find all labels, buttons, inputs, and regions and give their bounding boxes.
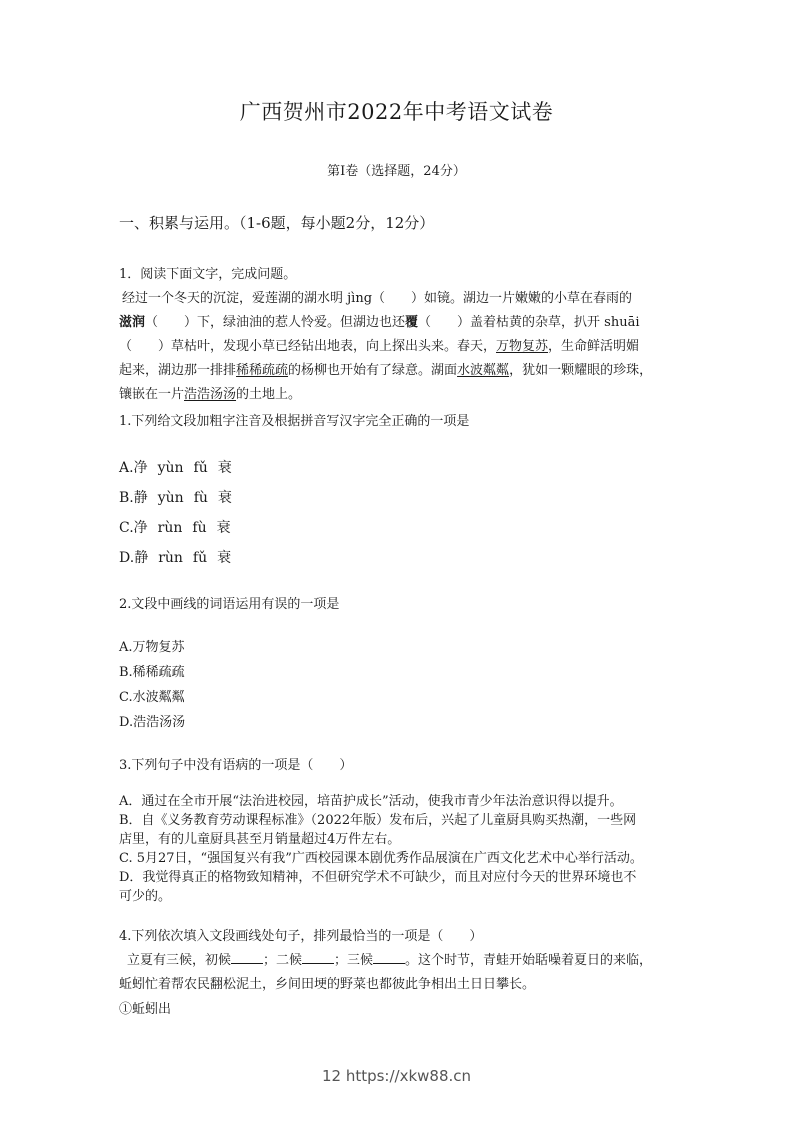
option-pinyin: fù bbox=[192, 520, 207, 536]
option-pinyin: fǔ bbox=[192, 550, 208, 566]
passage-text: ，犹如一颗耀眼的珍珠， bbox=[509, 363, 653, 378]
q4-passage-line-2: 蚯蚓忙着帮农民翻松泥土，乡间田埂的野菜也都彼此争相出土日日攀长。 bbox=[119, 977, 536, 992]
passage-text: 起来，湖边那一排排 bbox=[119, 363, 237, 378]
part-label: 第I卷（选择题，24分） bbox=[327, 164, 466, 179]
q3-option-b-cont: 店里，有的儿童厨具甚至月销量超过4万件左右。 bbox=[119, 832, 401, 847]
option-char: 衰 bbox=[217, 550, 232, 566]
passage-text: 的杨柳也开始有了绿意。湖面 bbox=[288, 363, 458, 378]
q4-passage-line-1 bbox=[127, 949, 652, 968]
option-pinyin: fǔ bbox=[193, 460, 208, 476]
passage-text: 立夏有三候，初候 bbox=[127, 953, 232, 968]
q2-option-b[interactable]: B.稀稀疏疏 bbox=[119, 665, 185, 680]
option-letter: A. bbox=[119, 460, 134, 476]
passage-line-5 bbox=[119, 383, 301, 402]
q3-option-d-cont: 可少的。 bbox=[119, 889, 172, 904]
passage-line-1: 经过一个冬天的沉淀，爱莲湖的湖水明 jìng（ ）如镜。湖边一片嫩嫩的小草在春雨的 bbox=[122, 291, 633, 306]
q3-option-b[interactable]: B．自《义务教育劳动课程标准》（2022年版）发布后，兴起了儿童厨具购买热潮，一些网 bbox=[119, 813, 637, 828]
bold-word: 滋润 bbox=[119, 315, 146, 330]
passage-text: ；二候 bbox=[263, 953, 303, 968]
passage-text: （ ）下，绿油油的惹人怜爱。但湖边也还 bbox=[145, 315, 406, 330]
underlined-phrase: 万物复苏 bbox=[496, 339, 549, 354]
option-pinyin: yùn bbox=[157, 490, 184, 506]
option-char: 净 bbox=[133, 460, 148, 476]
fill-blank-3 bbox=[373, 951, 405, 964]
q1-option-a[interactable] bbox=[119, 457, 232, 477]
question-3-stem: 3.下列句子中没有语病的一项是（ ） bbox=[119, 758, 353, 773]
q2-option-c[interactable]: C.水波粼粼 bbox=[119, 690, 185, 705]
question-1-intro: 1．阅读下面文字，完成问题。 bbox=[119, 267, 297, 282]
option-char: 静 bbox=[133, 490, 148, 506]
q2-option-d[interactable]: D.浩浩汤汤 bbox=[119, 715, 186, 730]
q1-option-c[interactable] bbox=[119, 517, 231, 537]
option-char: 净 bbox=[133, 520, 148, 536]
option-letter: C. bbox=[119, 520, 134, 536]
passage-text: ；三候 bbox=[334, 953, 374, 968]
q3-option-a[interactable]: A．通过在全市开展“法治进校园，培苗护成长”活动，使我市青少年法治意识得以提升。 bbox=[119, 794, 623, 809]
page-title: 广西贺州市2022年中考语文试卷 bbox=[239, 100, 554, 124]
option-char: 静 bbox=[134, 550, 149, 566]
option-char: 衰 bbox=[217, 490, 232, 506]
q3-option-c[interactable]: C. 5月27日，“强国复兴有我”广西校园课本剧优秀作品展演在广西文化艺术中心举行活动。 bbox=[119, 851, 643, 866]
passage-text: （ ）草枯叶，发现小草已经钻出地表，向上探出头来。春天， bbox=[119, 339, 497, 354]
question-1-stem: 1.下列给文段加粗字注音及根据拼音写汉字完全正确的一项是 bbox=[119, 414, 470, 429]
q3-option-d[interactable]: D．我觉得真正的格物致知精神，不但研究学术不可缺少，而且对应付今天的世界环境也不 bbox=[119, 870, 637, 885]
option-pinyin: yùn bbox=[157, 460, 184, 476]
option-char: 衰 bbox=[216, 520, 231, 536]
passage-line-2 bbox=[119, 311, 640, 330]
option-pinyin: rùn bbox=[158, 550, 183, 566]
option-pinyin: rùn bbox=[157, 520, 183, 536]
q1-option-d[interactable] bbox=[119, 547, 231, 567]
section-heading: 一、积累与运用。（1-6题，每小题2分，12分） bbox=[119, 214, 435, 232]
passage-text: （ ）盖着枯黄的杂草，扒开 shuāi bbox=[418, 315, 640, 330]
fill-blank-1 bbox=[231, 951, 263, 964]
option-letter: B. bbox=[119, 490, 134, 506]
option-char: 衰 bbox=[217, 460, 232, 476]
passage-text: ，生命鲜活明媚 bbox=[548, 339, 640, 354]
passage-text: 镶嵌在一片 bbox=[119, 387, 185, 402]
q1-option-b[interactable] bbox=[119, 487, 232, 507]
question-2-stem: 2.文段中画线的词语运用有误的一项是 bbox=[119, 597, 340, 612]
q4-item-1: ①蚯蚓出 bbox=[119, 1002, 172, 1017]
option-pinyin: fù bbox=[193, 490, 208, 506]
fill-blank-2 bbox=[302, 951, 334, 964]
underlined-phrase: 稀稀疏疏 bbox=[236, 363, 289, 378]
passage-line-3 bbox=[119, 335, 639, 354]
option-letter: D. bbox=[119, 550, 135, 566]
passage-text: 。这个时节，青蛙开始聒噪着夏日的来临， bbox=[405, 953, 653, 968]
passage-line-4 bbox=[119, 359, 652, 378]
question-4-stem: 4.下列依次填入文段画线处句子，排列最恰当的一项是（ ） bbox=[119, 929, 483, 944]
page-footer: 12 https://xkw88.cn bbox=[321, 1067, 472, 1085]
passage-text: 的土地上。 bbox=[236, 387, 302, 402]
underlined-phrase: 浩浩汤汤 bbox=[184, 387, 237, 402]
underlined-phrase: 水波粼粼 bbox=[457, 363, 510, 378]
bold-word: 覆 bbox=[405, 315, 419, 330]
q2-option-a[interactable]: A.万物复苏 bbox=[119, 640, 185, 655]
